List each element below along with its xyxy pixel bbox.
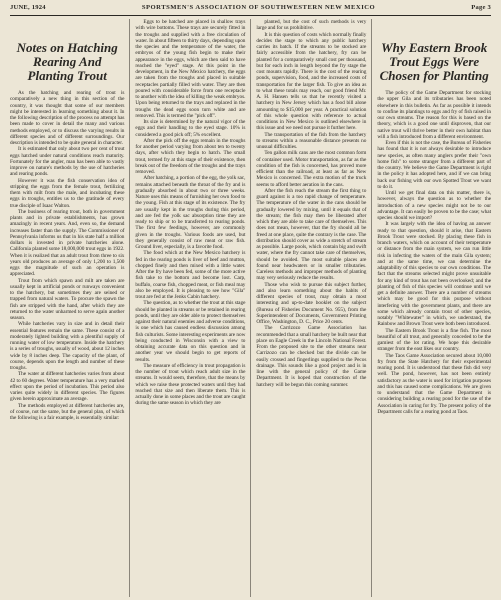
paragraph: However it was the fish conservation idea of stripping the eggs from the female trout, fertilizing them with milt from the male, and incubating these eggs in troughs, entitles us to the gratitude of every true disciple of Isaac Walton.	[10, 177, 125, 209]
paragraph: The water at different hatcheries varies from about 42 to 60 degrees. Water temperature has a very marked effect upon the period of incubation. This period also varies quite widely in different species. The figures given herein approximate an average.	[10, 371, 125, 403]
paragraph: After hatching, a portion of the egg, the yolk sac, remains attached beneath the throat of the fry and is gradually absorbed in about two or three weeks. Nature uses this means of furnishing her own food to the young. Fish at this stage of its existence. The fry are usually kept in the troughs during this period, and are fed the yolk sac absorption time they are ready to ship or to be transferred to rearing ponds. The first few feedings, however, are commonly given in the troughs. Various foods are used, but they generally consist of raw meat or raw fish. Ground liver, especially, is a favorite food.	[135, 175, 246, 250]
paragraph: Its size is determined by the natural vigor of the eggs and their handling to the eyed stage. 10% is considered a good pick off; 5% excellent.	[135, 119, 246, 138]
paragraph: While hatcheries vary in size and in detail their essential features remain the same. These consist of a moderately lighted building with a plentiful supply of running water of low temperature. Inside the hatchery is a series of troughs, usually of wood, about 12 inches wide by 8 inches deep. The capacity of the plant, of course, depends upon the length and number of these troughs.	[10, 321, 125, 371]
article-headline: Why Eastern Brook Trout Eggs Were Chosen for Planting	[379, 40, 489, 83]
paragraph: The methods employed at different hatcheries are, of course, not the same, but the general plan, of which the following is a fair example, is essentially similar:	[10, 402, 125, 421]
paragraph: The business of rearing trout, both in government plants and in private establishments, has grown amazingly in recent years. And, even so, the demand increases faster than the supply. The Commissioner of Pennsylvania informs us that in his state half a million dollars is invested in private hatcheries alone. California planted some 18,000,000 trout eggs in 1922. When it is realized that an adult trout from three to six years old produces an average of only 1,200 to 1,500 eggs the magnitude of such an operation is appreciated.	[10, 208, 125, 278]
running-header	[10, 4, 491, 16]
paragraph: After the pick off the eggs remain in the troughs for another period varying from about ten to twenty days, after which they begin to hatch. The small trout, termed fry at this stage of their existence, then break out of the freedom of the troughs and the trays removed.	[135, 137, 246, 175]
page-number: Page 3	[471, 4, 491, 11]
paragraph: Until we get final data on this matter, there is, however, always the question as to whether the introduction of a new species might not be to our advantage. It can easily be proven to be the case; what species should we import?	[377, 190, 491, 221]
column-hatching-continued	[129, 19, 250, 597]
paragraph: It was largely with the idea of having an answer ready to that question, should it arise, that Eastern Brook Trout were stocked. By placing these fish in branch waters, which on account of their temperature or distance from the main system, we can run little risk in infecting the waters of the main Gila system; and at the same time, we can determine the adaptability of this species to our own conditions. The fact that the streams selected might prove unsuitable for any kind of trout has not been overlooked; and the planting of fish of this species will continue until we get a definite answer. There are a number of streams which may be good for this purpose without interfering with the government plants, and there are some which already contain trout of other species, notably "Whitewater" in which, we understand, the Rainbow and Brown Trout were both been introduced.	[377, 221, 491, 328]
paragraph: It is estimated that only about two per cent of trout eggs hatched under natural conditions reach maturity. Fortunately for the angler, man has been able to vastly improve on nature's methods by the use of hatcheries and rearing ponds.	[10, 146, 125, 178]
paragraph: Even if this is not the case, the Bureau of Fisheries has found that it is not always desirable to introduce new species, as often many anglers prefer their "own home fish" to some stranger from a different part of the country. We believe the Game Department is right in the policy it has adopted here, and if we can bring back our fishing with our own Spotted Trout we want to do it.	[377, 140, 491, 190]
paragraph: The measure of efficiency in trout propagation is the number of trout which reach adult size in the streams. It would seem, therefore, that the means by which we raise these protected waters until they had reached that size and then liberate them. This is actually done in some places and the trout are caught during the same season in which they are	[135, 362, 246, 407]
paragraph: The Eastern Brook Trout is a fine fish. The most beautiful of all trout, and generally conceded to be the gamiest of the lot rating. We hope this desirable stranger from the east likes our country.	[377, 327, 491, 353]
column-eastern-brook-article	[371, 19, 491, 597]
paragraph: It is this question of costs which normally finally decides the stage to which any public hatchery carries its batch. If the streams to be stocked are fairly accessible from the hatchery, fry can be planted for a comparatively small cost per thousand, but for each inch in length beyond the fry stage the cost mounts rapidly. There is the cost of the rearing ponds, supervision, food, and the increased costs of transportation for the larger fish. To give an idea as to what these totals may reach, our good friend Mr. A. H. Hansen tells us that he recently visited a hatchery in New Jersey which has a food bill alone amounting to $15,000 per year. A practical solution of this whole question with reference to actual conditions in New Mexico is outlined elsewhere in this issue and we need not pursue it further here.	[256, 31, 367, 132]
paragraph: Those who wish to pursue this subject further, and also learn something about the habits of different species of trout, may obtain a most interesting and up-to-date booklet on the subject (Bureau of Fisheries Document No. 955), from the Superintendent of Documents, Government Printing Office, Washington, D. C., Price 20 cents.	[256, 281, 367, 325]
article-body	[377, 90, 491, 415]
article-headline: Notes on Hatching Rearing And Planting Trout	[16, 40, 118, 83]
paragraph: The transportation of the fish from the hatchery to streams within a reasonable distance presents no unusual difficulties.	[256, 131, 367, 150]
column-hatching-article	[10, 19, 129, 597]
article-body	[10, 90, 124, 421]
issue-date: JUNE, 1924	[10, 4, 46, 11]
paragraph: planted, but the cost of such methods is very large and for us prohibitive.	[256, 19, 367, 32]
article-columns	[10, 19, 491, 597]
publication-name: SPORTSMEN'S ASSOCIATION OF SOUTHWESTERN NEW MEXICO	[141, 4, 376, 11]
paragraph: The Taos Game Association secured about 10,000 fry from the State Hatchery for their experimental rearing pond. It is understood that these fish did very well. The pond, however, has not been entirely satisfactory as the water is used for irrigation purposes and this has caused some complications. We are given to understand that the Game Department is considering building a rearing pond for the use of the Association in caring for fry. The present policy of the Department calls for a rearing pond at Taos.	[377, 352, 491, 415]
article-body	[135, 19, 245, 407]
paragraph: After the fish reach the stream the first thing to guard against is a too rapid change of temperature. The temperature of the water in the cans should be gradually lowered by mixing, until it equals that of the stream; the fish may then be liberated after which they are able to take care of themselves. This does not mean, however, that the fry should all be freed at one place, quite the contrary is the case. The distribution should cover as wide a stretch of stream as possible. Large pools, which contain big and swift water, where the fry cannot take care of themselves, should be avoided. The most suitable places are found near headwaters or in smaller tributaries. Careless methods and improper methods of planting may very seriously reduce the results.	[256, 187, 367, 282]
paragraph: As the hatching and rearing of trout is comparatively a new thing in this section of the country, it was thought that some of our members might be interested in learning something about it. In the following description of the process no attempt has been made to cover in detail the many and various methods employed, or to discuss the varying results in different species and of different surroundings. Our description is intended to be quite general in character.	[10, 90, 125, 146]
paragraph: Trout from which spawn and milt are taken are usually kept in artificial ponds or runways convenient to the hatchery, but sometimes they are seined or trapped from natural waters. To procure the spawn the fish are stripped with the hand, after which they are returned to the water unharmed to serve again another season.	[10, 277, 125, 321]
article-body	[256, 19, 366, 388]
paragraph: The food which at the New Mexico hatchery is fed in the rearing ponds is liver of beef and mutton, chopped finely and then mixed with a little water. After the fry have been fed, some of the more active fish take to the bottom and become lost. Carp, buffalo, coarse fish, chopped meat, or fish meal may also be employed. It is pleasing to see how "Gila" trout are fed at the Jenks Cabin hatchery.	[135, 250, 246, 300]
column-planting-continued	[250, 19, 371, 597]
paragraph: The Carrizozo Game Association has recommended that a small hatchery be built near that place on Eagle Creek in the Lincoln National Forest. From the proposed site to the other streams near Carrizozo can be checked but the divide can be easily crossed and fingerlings supplied to the Pecos drainage. This sounds like a good project and is in line with the general policy of the Game Department. It is hoped that construction of the hatchery will be begun this coming summer.	[256, 325, 367, 388]
paragraph: Eggs to be hatched are placed in shallow trays with wire bottoms. These trays are securely fitted in the troughs and supplied with a free circulation of water. In about fifteen to thirty days, depending upon the species and the temperature of the water, the embryos of the young fish begin to make their appearance in the eggs, which are then said to have reached the "eyed" stage. At this point in the development, in the New Mexico hatchery, the eggs are taken from the troughs and placed in suitable receptacles partially filled with water. They are then poured with considerable force from one receptacle to another with the idea of killing the weak embryos. Upon being returned to the trays and replaced in the troughs the dead eggs soon turn white and are removed. This is termed the "pick off".	[135, 19, 246, 119]
paragraph: The policy of the Game Department for stocking the upper Gila and its tributaries has been noted elsewhere in this bulletin. As far as possible it intends to confine its plantings to eggs and fry of fish raised in our own streams. The reason for this is based on the theory, which is a good one until disproven, that our native trout will thrive better in their own habitat than will a fish introduced from a different environment.	[377, 90, 491, 140]
paragraph: The question, as to whether the trout at this stage should be planted in streams or be retained in rearing ponds, until they are older able to protect themselves against their natural enemies and adverse conditions, is one which has caused endless discussion among fish culturists. Some interesting experiments are now being conducted in Wisconsin with a view to obtaining accurate data on this question and in another year we should begin to get reports of results.	[135, 300, 246, 363]
paragraph: Ten gallon milk cans are the most common form of container used. Motor transportation, as far as the condition of the fish is concerned, has proved more efficient than the railroad, at least as far as New Mexico is concerned. The extra motion of the truck seems to afford better aeration in the cans.	[256, 150, 367, 188]
